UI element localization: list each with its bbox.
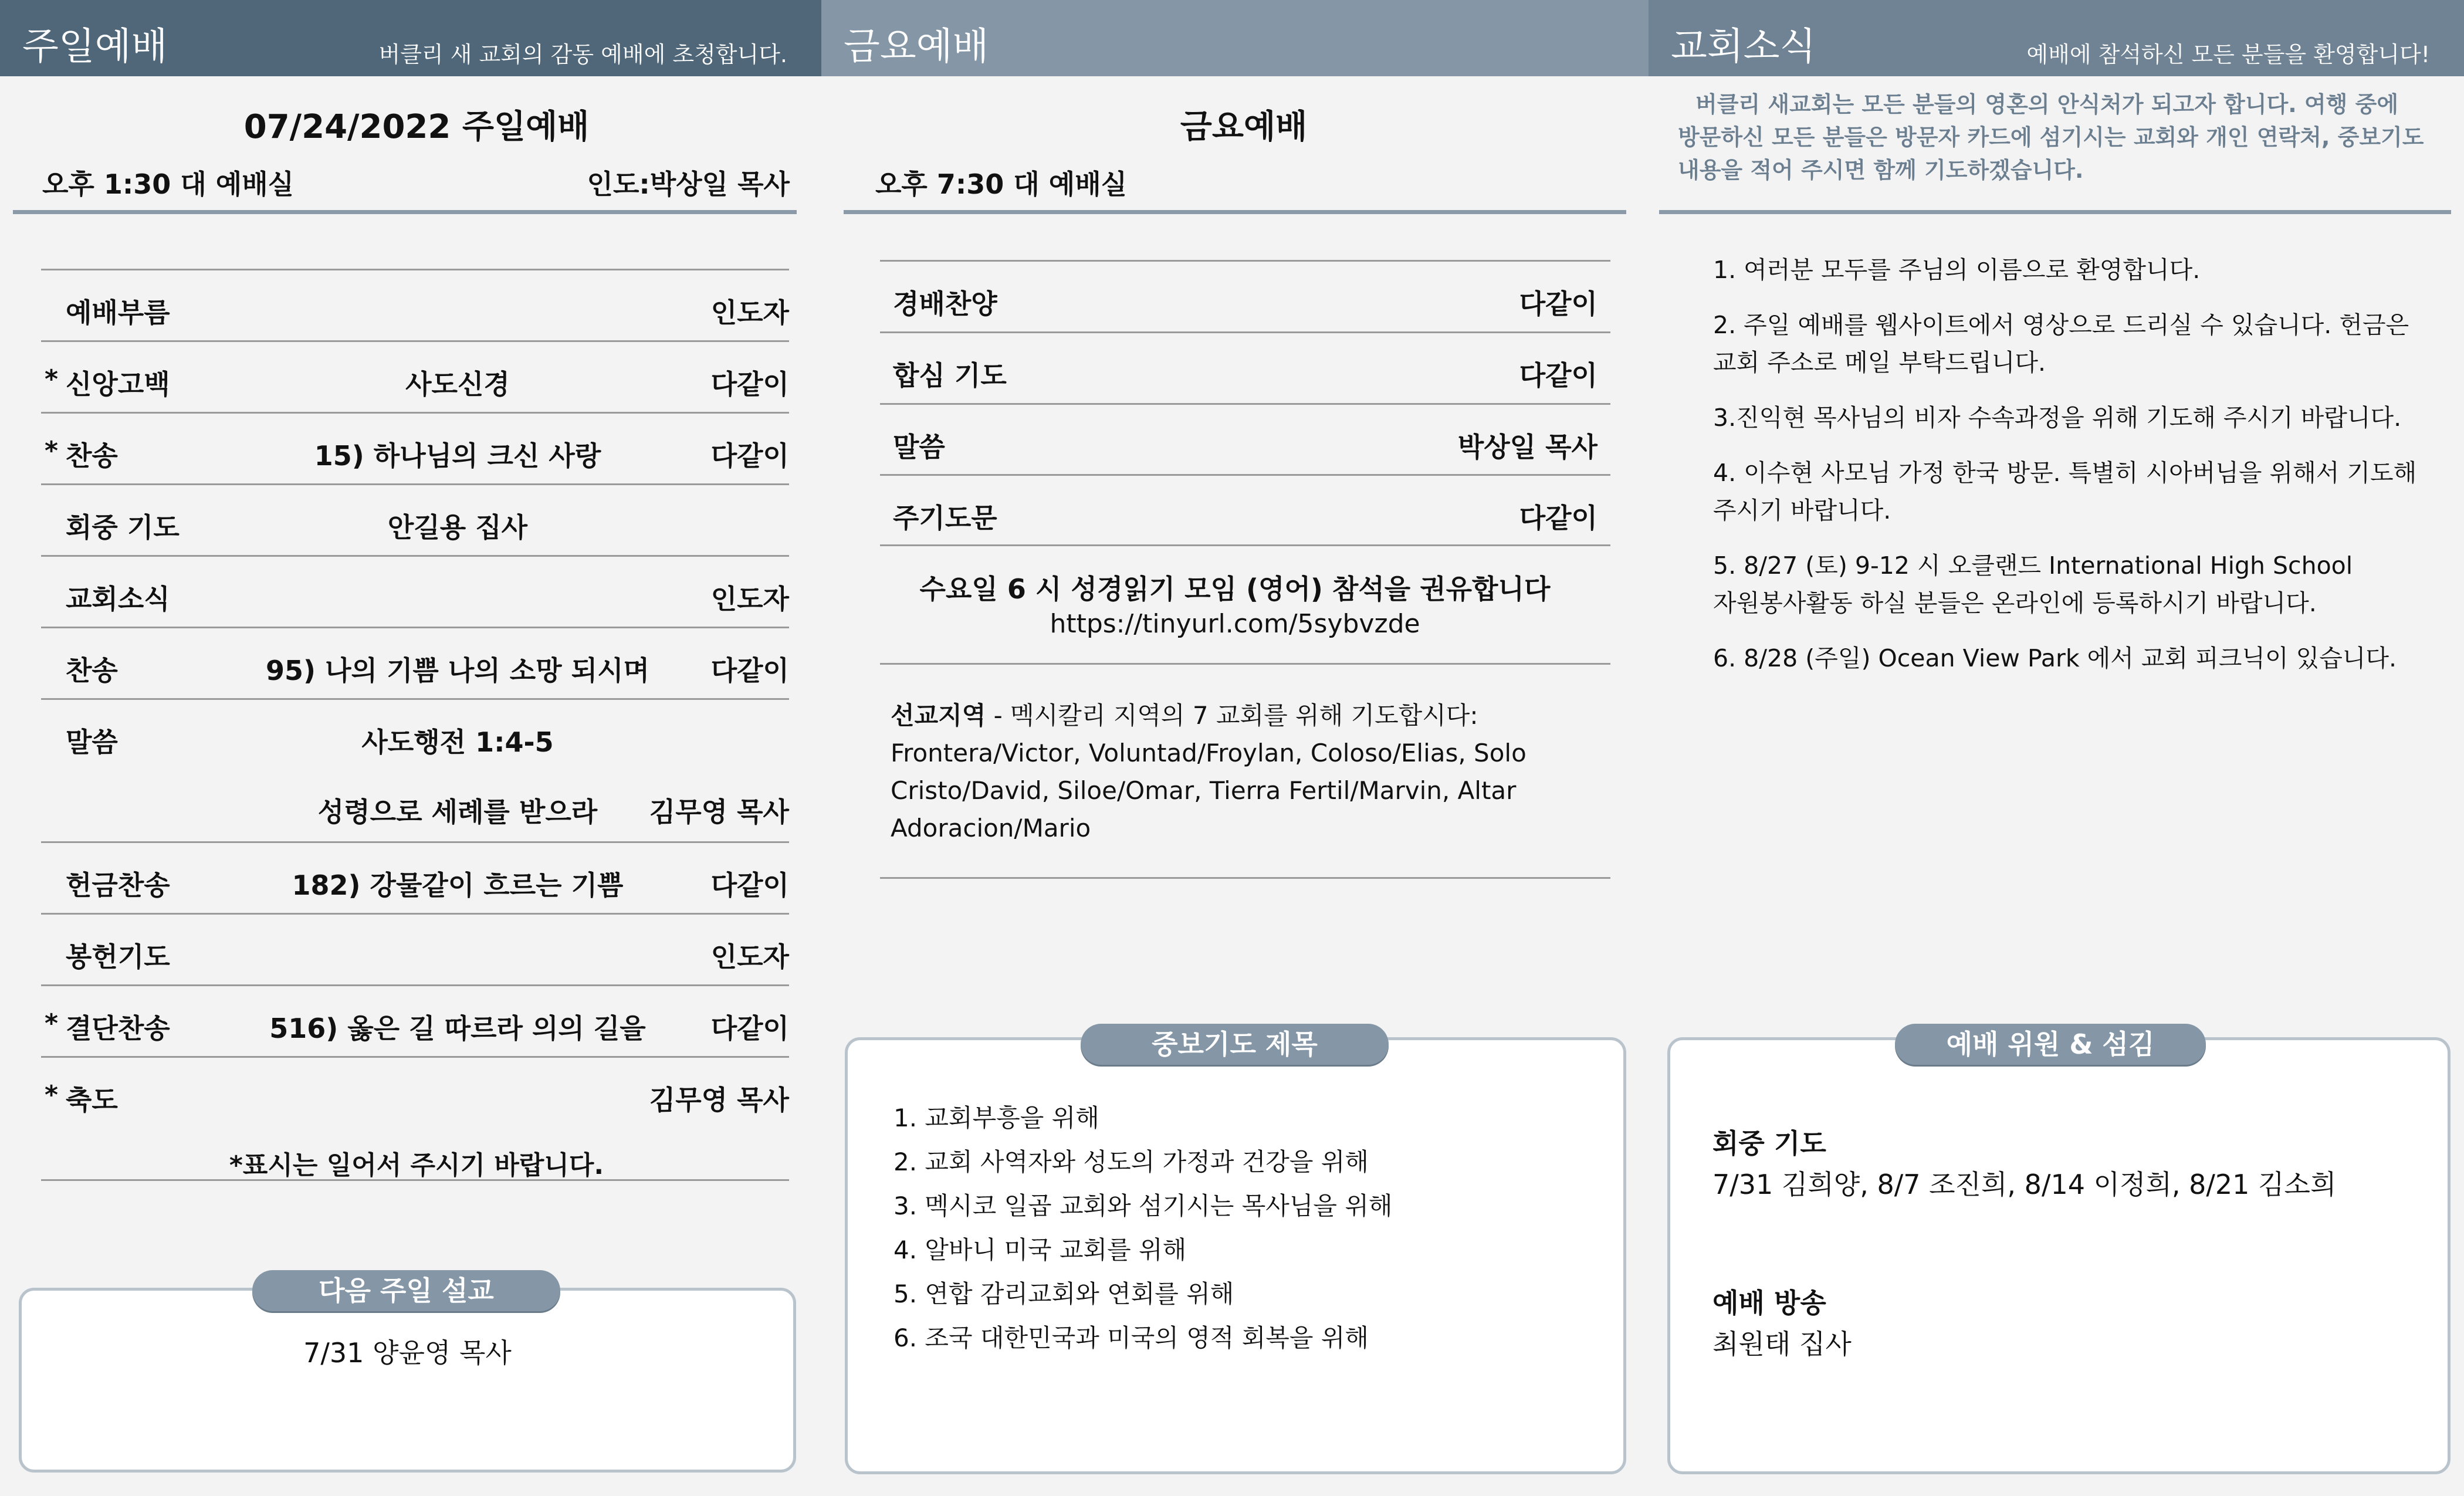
sunday-order-row — [41, 770, 789, 841]
order-leader: 김무영 목사 — [649, 796, 789, 828]
next-sermon-box — [19, 1288, 796, 1473]
order-label: 말씀 — [66, 726, 118, 758]
sunday-order-row — [41, 984, 789, 1058]
news-item-line: 1. 여러분 모두를 주님의 이름으로 환영합니다. — [1713, 256, 2201, 284]
sunday-order-row — [41, 555, 789, 628]
news-divider — [1659, 210, 2451, 214]
sunday-order-row — [41, 913, 789, 986]
mission-line-4: Adoracion/Mario — [891, 814, 1091, 842]
mission-bottom-line — [880, 877, 1610, 879]
friday-order-row — [880, 260, 1610, 332]
news-item-line: 2. 주일 예배를 웹사이트에서 영상으로 드리실 수 있습니다. 헌금은 — [1713, 311, 2409, 339]
friday-title: 금요예배 — [1180, 108, 1308, 146]
order-leader: 다같이 — [1519, 502, 1597, 534]
next-sermon-title: 다음 주일 설교 — [252, 1270, 560, 1311]
notice-bottom-line — [880, 663, 1610, 665]
friday-divider — [844, 210, 1626, 214]
order-label: 결단찬송 — [66, 1013, 170, 1044]
welcome-intro-line-2: 방문하신 모든 분들은 방문자 카드에 섬기시는 교회와 개인 연락처, 중보기도 — [1678, 124, 2424, 150]
order-detail: 182) 강물같이 흐르는 기쁨 — [292, 869, 624, 901]
news-item — [1713, 454, 2452, 529]
order-leader: 다같이 — [710, 1013, 789, 1044]
welcome-intro-line-3: 내용을 적어 주시면 함께 기도하겠습니다. — [1678, 157, 2084, 183]
news-header — [1649, 0, 2464, 76]
sunday-order-row — [41, 698, 789, 771]
news-item-line: 교회 주소로 메일 부탁드립니다. — [1713, 348, 2046, 377]
order-detail: 516) 옳은 길 따르라 의의 길을 — [269, 1013, 646, 1044]
news-item — [1713, 399, 2452, 436]
order-label: 봉헌기도 — [66, 941, 170, 973]
order-detail: 15) 하나님의 크신 사랑 — [314, 440, 601, 472]
committee-title: 예배 위원 & 섬김 — [1895, 1024, 2206, 1065]
friday-list-bottom-line — [880, 544, 1610, 546]
order-leader: 인도자 — [710, 297, 789, 329]
order-leader: 인도자 — [710, 941, 789, 973]
prayer-request-item: 1. 교회부흥을 위해 — [893, 1104, 1099, 1132]
order-detail: 95) 나의 기쁨 나의 소망 되시며 — [266, 655, 649, 686]
mission-line-2: Frontera/Victor, Voluntad/Froylan, Coloso/Elias, Solo — [891, 739, 1527, 767]
news-header-title: 교회소식 — [1671, 25, 1816, 69]
news-item — [1713, 547, 2452, 622]
friday-order-row — [880, 331, 1610, 404]
friday-order-row — [880, 403, 1610, 475]
prayer-label: 회중 기도 — [1712, 1128, 1826, 1159]
prayer-request-item: 5. 연합 감리교회와 연회를 위해 — [893, 1280, 1234, 1308]
news-item — [1713, 251, 2452, 289]
order-leader: 박상일 목사 — [1457, 431, 1597, 463]
order-label: 찬송 — [66, 440, 118, 472]
order-leader: 다같이 — [710, 655, 789, 686]
order-detail: 사도행전 1:4-5 — [361, 726, 554, 758]
mission-line-1: - 멕시칼리 지역의 7 교회를 위해 기도합시다: — [986, 701, 1478, 730]
order-detail: 안길용 집사 — [387, 512, 528, 543]
order-label: 찬송 — [66, 655, 118, 686]
standing-marker: * — [45, 1080, 59, 1110]
bible-reading-url[interactable]: https://tinyurl.com/5sybvzde — [1050, 609, 1420, 639]
order-label: 합심 기도 — [893, 360, 1007, 391]
standing-marker: * — [45, 364, 59, 394]
order-leader: 인도자 — [710, 583, 789, 615]
prayer-request-title: 중보기도 제목 — [1081, 1024, 1389, 1065]
news-item-line: 자원봉사활동 하실 분들은 온라인에 등록하시기 바랍니다. — [1713, 589, 2317, 617]
friday-header-title: 금요예배 — [844, 25, 989, 69]
order-detail: 성령으로 세례를 받으라 — [317, 796, 598, 828]
sunday-divider — [13, 210, 797, 214]
sunday-header — [0, 0, 821, 76]
prayer-request-item: 4. 알바니 미국 교회를 위해 — [893, 1236, 1187, 1264]
order-label: 예배부름 — [66, 297, 170, 329]
sunday-date-title: 07/24/2022 주일예배 — [243, 108, 590, 146]
sunday-order-row — [41, 340, 789, 414]
order-label: 축도 — [66, 1084, 118, 1116]
mission-line-3: Cristo/David, Siloe/Omar, Tierra Fertil/Marvin, Altar — [891, 776, 1517, 805]
broadcast-label: 예배 방송 — [1712, 1287, 1826, 1319]
news-item-line: 3.진익현 목사님의 비자 수속과정을 위해 기도해 주시기 바랍니다. — [1713, 404, 2402, 432]
friday-order-row — [880, 474, 1610, 546]
order-label: 말씀 — [893, 431, 945, 463]
sunday-order-row — [41, 841, 789, 915]
order-detail: 사도신경 — [405, 368, 510, 400]
friday-header — [821, 0, 1649, 76]
broadcast-person: 최원태 집사 — [1712, 1328, 1852, 1360]
sunday-order-row — [41, 627, 789, 700]
order-leader: 다같이 — [1519, 288, 1597, 320]
committee-box — [1667, 1037, 2451, 1474]
order-leader: 다같이 — [1519, 360, 1597, 391]
news-item-line: 4. 이수현 사모님 가정 한국 방문. 특별히 시아버님을 위해서 기도해 — [1713, 459, 2417, 487]
order-leader: 다같이 — [710, 368, 789, 400]
order-label: 주기도문 — [893, 502, 997, 534]
order-label: 회중 기도 — [66, 512, 180, 543]
order-leader: 김무영 목사 — [649, 1084, 789, 1116]
order-label: 헌금찬송 — [66, 869, 170, 901]
standing-marker: * — [45, 436, 59, 466]
welcome-intro — [1678, 88, 2441, 187]
prayer-request-item: 6. 조국 대한민국과 미국의 영적 회복을 위해 — [893, 1324, 1369, 1352]
news-item — [1713, 306, 2452, 381]
sunday-order-row — [41, 483, 789, 557]
prayer-request-item: 3. 멕시코 일곱 교회와 섬기시는 목사님을 위해 — [893, 1192, 1393, 1220]
order-label: 교회소식 — [66, 583, 170, 615]
wednesday-notice: 수요일 6 시 성경읽기 모임 (영어) 참석을 권유합니다 — [919, 573, 1551, 605]
sunday-time-place: 오후 1:30 대 예배실 — [42, 168, 295, 200]
mission-text — [891, 697, 1612, 847]
news-header-subtitle: 예배에 참석하신 모든 분들을 환영합니다! — [2026, 42, 2430, 67]
next-sermon-text: 7/31 양윤영 목사 — [303, 1337, 512, 1369]
news-item — [1713, 639, 2452, 677]
prayer-request-item: 2. 교회 사역자와 성도의 가정과 건강을 위해 — [893, 1148, 1369, 1176]
sunday-order-row — [41, 412, 789, 485]
sunday-header-title: 주일예배 — [22, 25, 168, 69]
order-leader: 다같이 — [710, 440, 789, 472]
prayer-request-box — [845, 1037, 1626, 1474]
standing-footnote: *표시는 일어서 주시기 바랍니다. — [229, 1150, 604, 1180]
sunday-order-row — [41, 1056, 789, 1129]
news-item-line: 5. 8/27 (토) 9-12 시 오클랜드 International High School — [1713, 551, 2353, 580]
sunday-header-subtitle: 버클리 새 교회의 감동 예배에 초청합니다. — [378, 42, 787, 67]
order-label: 신앙고백 — [66, 368, 170, 400]
prayer-schedule: 7/31 김희양, 8/7 조진희, 8/14 이정희, 8/21 김소희 — [1712, 1169, 2337, 1200]
sunday-order-row — [41, 269, 789, 342]
welcome-intro-line-1: 버클리 새교회는 모든 분들의 영혼의 안식처가 되고자 합니다. 여행 중에 — [1695, 92, 2399, 117]
news-item-line: 6. 8/28 (주일) Ocean View Park 에서 교회 피크닉이 있습니다. — [1713, 644, 2397, 672]
friday-time-place: 오후 7:30 대 예배실 — [875, 168, 1128, 200]
church-news-panel — [1649, 0, 2464, 1496]
news-list — [1713, 251, 2452, 695]
standing-marker: * — [45, 1008, 59, 1038]
sunday-service-panel — [0, 0, 821, 1496]
prayer-request-list — [893, 1099, 1392, 1363]
order-leader: 다같이 — [710, 869, 789, 901]
news-item-line: 주시기 바랍니다. — [1713, 496, 1891, 524]
order-label: 경배찬양 — [893, 288, 997, 320]
sunday-leader: 인도:박상일 목사 — [587, 168, 790, 200]
mission-label: 선교지역 — [891, 701, 986, 730]
